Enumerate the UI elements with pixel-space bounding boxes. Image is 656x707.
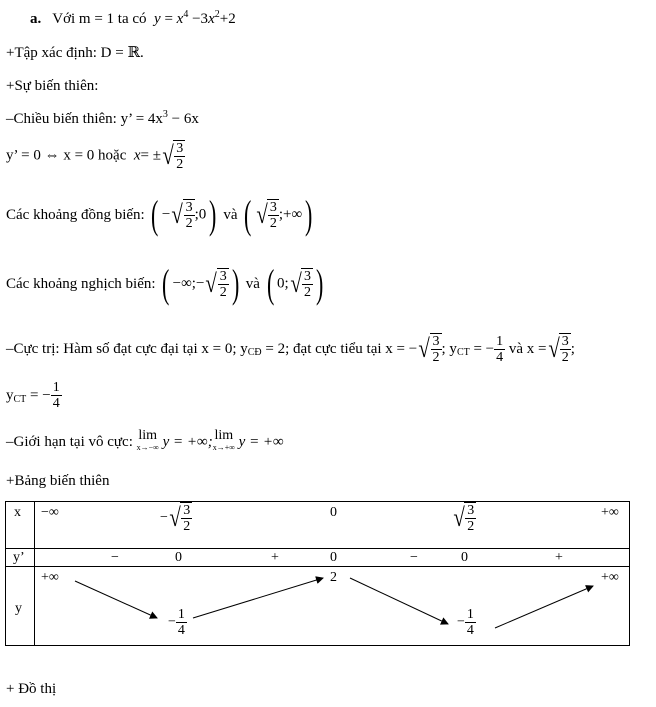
decreasing-line: Các khoảng nghịch biến: ( −∞;−√ $\frac{3}{2}$ ) và ( 0;√ $\frac{3}{2}$ ) <box>6 261 324 306</box>
critical-line <box>6 140 185 172</box>
part-a-intro: Với m = 1 ta có <box>52 11 147 27</box>
formula-x2: x <box>208 11 215 27</box>
sqrt-3-2: √ $\frac{3}{2}$ <box>205 269 227 300</box>
arrow-down-1 <box>75 581 157 618</box>
sqrt-3-2: √ $\frac{3}{2}$ <box>255 200 277 231</box>
direction-text: –Chiều biến thiên: y’ = 4x <box>6 111 163 127</box>
sqrt-3-2: √ $\frac{3}{2}$ <box>547 334 569 365</box>
x-plus-inf: +∞ <box>601 505 619 520</box>
variation-table <box>5 501 630 646</box>
graph-heading: + Đồ thị <box>6 681 57 697</box>
formula-eq: = <box>164 11 173 27</box>
y-min-1: − $\frac{1}{4}$ <box>168 607 185 638</box>
sqrt-3-2: √ $\frac{3}{2}$ <box>171 200 193 231</box>
direction-line <box>6 110 199 130</box>
row-yprime-label: y’ <box>13 550 25 565</box>
formula-exp2: 2 <box>214 9 220 20</box>
decreasing-label: Các khoảng nghịch biến: <box>6 276 156 292</box>
sign-2: + <box>271 550 279 565</box>
x-pos-root: √ $\frac{3}{2}$ <box>453 503 475 534</box>
extrema-line-2: $y_{CT}$ = − $\frac{1}{4}$ <box>6 380 60 411</box>
direction-exp: 3 <box>162 109 168 120</box>
limits-line: –Giới hạn tại vô cực: lim x→−∞ y = +∞; lim x→+∞ y = +∞ <box>6 428 284 452</box>
y-plus-inf-left: +∞ <box>41 570 59 585</box>
sign-3: − <box>410 550 418 565</box>
sqrt-3-2: √ $\frac{3}{2}$ <box>290 269 311 300</box>
extrema-line: –Cực trị: Hàm số đạt cực đại tại x = 0; $y_{CĐ} = 2$; đạt cực tiểu tại x = −√ $\frac{3}{2}$ ; $y_{CT}$ = − $\frac{1}{4}$ và x =√ $\frac{3}{2}$ ; <box>6 333 575 365</box>
arrow-down-2 <box>350 578 448 624</box>
and-word: và <box>245 276 260 292</box>
formula-tail: +2 <box>219 11 236 27</box>
x-neg-root: −√ $\frac{3}{2}$ <box>160 503 191 534</box>
y-max: 2 <box>330 570 337 585</box>
formula-mid: −3 <box>192 11 209 27</box>
critical-lhs: y’ = 0 ⇔ x = 0 hoặc <box>6 147 127 164</box>
formula-x: x <box>176 11 184 27</box>
and-word: và <box>223 207 238 223</box>
table-grid <box>5 501 630 646</box>
x-zero: 0 <box>330 505 337 520</box>
row-y-label: y <box>15 601 22 616</box>
sqrt-3-2: √ $\frac{3}{2}$ <box>162 141 184 172</box>
domain-line: +Tập xác định: D = ℝ. <box>6 45 144 61</box>
variation-heading: +Sự biến thiên: <box>6 78 99 94</box>
critical-x: x <box>133 147 141 164</box>
sign-1: − <box>111 550 119 565</box>
formula-exp4: 4 <box>183 9 189 20</box>
increasing-line: Các khoảng đồng biến: ( −√ $\frac{3}{2}$ ;0) và ( √ $\frac{3}{2}$ ;+∞) <box>6 192 313 237</box>
table-heading: +Bảng biến thiên <box>6 473 110 489</box>
y-plus-inf-right: +∞ <box>601 570 619 585</box>
direction-tail: − 6x <box>167 111 199 127</box>
critical-eq: = ± <box>140 147 161 164</box>
sqrt-3-2: √ $\frac{3}{2}$ <box>418 334 440 365</box>
zero-2: 0 <box>330 550 337 565</box>
x-minus-inf: −∞ <box>41 505 59 520</box>
y-min-2: − $\frac{1}{4}$ <box>457 607 474 638</box>
formula-y: y <box>154 11 161 27</box>
increasing-label: Các khoảng đồng biến: <box>6 207 145 223</box>
zero-1: 0 <box>175 550 182 565</box>
arrow-up-2 <box>495 586 593 628</box>
arrow-up-1 <box>193 578 323 618</box>
zero-3: 0 <box>461 550 468 565</box>
part-label: a. <box>30 11 42 27</box>
part-a-line <box>30 10 236 30</box>
sign-4: + <box>555 550 563 565</box>
row-x-label: x <box>14 505 21 520</box>
